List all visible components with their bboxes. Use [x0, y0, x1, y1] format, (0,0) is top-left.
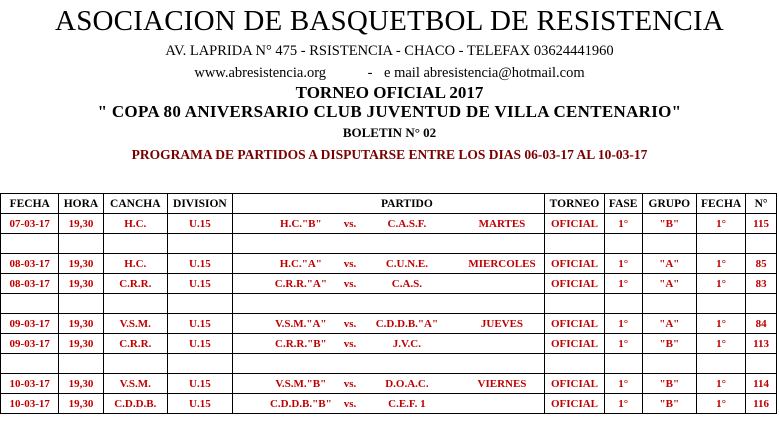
match-tournament: OFICIAL: [545, 314, 604, 334]
header-fecha: FECHA: [1, 194, 59, 214]
home-team: C.R.R."B": [263, 334, 339, 354]
match-venue: C.D.D.B.: [103, 394, 168, 414]
away-team: D.O.A.C.: [361, 374, 452, 394]
match-phase: 1°: [604, 274, 642, 294]
match-number: 116: [746, 394, 777, 414]
organization-title: ASOCIACION DE BASQUETBOL DE RESISTENCIA: [55, 5, 724, 37]
home-team: C.D.D.B."B": [263, 394, 339, 414]
match-weekday: [460, 274, 545, 294]
match-division: U.15: [168, 374, 233, 394]
match-date: 07-03-17: [1, 214, 59, 234]
website-text: www.abresistencia.org: [194, 65, 327, 81]
home-team: V.S.M."B": [263, 374, 339, 394]
match-date: 10-03-17: [1, 394, 59, 414]
match-venue: H.C.: [103, 254, 168, 274]
match-time: 19,30: [59, 314, 103, 334]
match-phase: 1°: [604, 374, 642, 394]
match-division: U.15: [168, 334, 233, 354]
table-row: [1, 274, 777, 294]
match-group: "B": [642, 374, 696, 394]
header-grupo: GRUPO: [642, 194, 696, 214]
match-time: 19,30: [59, 274, 103, 294]
away-team: J.V.C.: [361, 334, 452, 354]
match-venue: C.R.R.: [103, 274, 168, 294]
match-time: 19,30: [59, 374, 103, 394]
match-tournament: OFICIAL: [545, 254, 604, 274]
header-fecha-round: FECHA: [696, 194, 745, 214]
match-group: "A": [642, 274, 696, 294]
match-venue: V.S.M.: [103, 314, 168, 334]
home-team: H.C."A": [263, 254, 339, 274]
schedule-title: PROGRAMA DE PARTIDOS A DISPUTARSE ENTRE LOS DIAS 06-03-17 AL 10-03-17: [131, 147, 648, 162]
match-round: 1°: [696, 334, 745, 354]
match-date: 09-03-17: [1, 314, 59, 334]
match-division: U.15: [168, 274, 233, 294]
cup-title: " COPA 80 ANIVERSARIO CLUB JUVENTUD DE VILLA CENTENARIO": [97, 102, 682, 121]
match-weekday: [460, 334, 545, 354]
tournament-title: TORNEO OFICIAL 2017: [295, 83, 484, 102]
versus-label: vs.: [339, 274, 362, 294]
match-tournament: OFICIAL: [545, 394, 604, 414]
match-group: "A": [642, 314, 696, 334]
match-number: 85: [746, 254, 777, 274]
away-team: C.U.N.E.: [361, 254, 452, 274]
document-header: [0, 0, 779, 163]
match-time: 19,30: [59, 254, 103, 274]
match-group: "B": [642, 334, 696, 354]
header-torneo: TORNEO: [545, 194, 604, 214]
match-round: 1°: [696, 254, 745, 274]
header-division: DIVISION: [168, 194, 233, 214]
match-round: 1°: [696, 214, 745, 234]
match-phase: 1°: [604, 394, 642, 414]
match-weekday: VIERNES: [460, 374, 545, 394]
address-line: AV. LAPRIDA N° 475 - RSISTENCIA - CHACO - TELEFAX 03624441960: [165, 43, 614, 59]
match-phase: 1°: [604, 254, 642, 274]
match-weekday: MIERCOLES: [460, 254, 545, 274]
versus-label: vs.: [339, 394, 362, 414]
versus-label: vs.: [339, 254, 362, 274]
contact-line: [0, 64, 779, 82]
match-venue: H.C.: [103, 214, 168, 234]
match-date: 09-03-17: [1, 334, 59, 354]
versus-label: vs.: [339, 374, 362, 394]
match-division: U.15: [168, 394, 233, 414]
match-round: 1°: [696, 274, 745, 294]
away-team: C.D.D.B."A": [361, 314, 452, 334]
match-round: 1°: [696, 394, 745, 414]
table-row: [1, 374, 777, 394]
match-number: 113: [746, 334, 777, 354]
match-tournament: OFICIAL: [545, 334, 604, 354]
match-schedule-table: [0, 193, 777, 414]
match-time: 19,30: [59, 334, 103, 354]
header-cancha: CANCHA: [103, 194, 168, 214]
header-hora: HORA: [59, 194, 103, 214]
header-partido: PARTIDO: [361, 194, 452, 214]
bulletin-number: BOLETIN N° 02: [342, 125, 437, 140]
match-tournament: OFICIAL: [545, 274, 604, 294]
versus-label: vs.: [339, 334, 362, 354]
spacer-row: [1, 234, 777, 254]
match-venue: C.R.R.: [103, 334, 168, 354]
match-group: "A": [642, 254, 696, 274]
match-group: "B": [642, 214, 696, 234]
match-group: "B": [642, 394, 696, 414]
email-text: e mail abresistencia@hotmail.com: [384, 65, 585, 81]
match-tournament: OFICIAL: [545, 374, 604, 394]
match-number: 84: [746, 314, 777, 334]
match-phase: 1°: [604, 334, 642, 354]
match-time: 19,30: [59, 394, 103, 414]
header-fase: FASE: [604, 194, 642, 214]
match-number: 83: [746, 274, 777, 294]
home-team: C.R.R."A": [263, 274, 339, 294]
home-team: H.C."B": [263, 214, 339, 234]
match-tournament: OFICIAL: [545, 214, 604, 234]
match-weekday: [460, 394, 545, 414]
match-division: U.15: [168, 254, 233, 274]
away-team: C.E.F. 1: [361, 394, 452, 414]
versus-label: vs.: [339, 314, 362, 334]
match-weekday: MARTES: [460, 214, 545, 234]
contact-separator: -: [367, 65, 373, 81]
table-row: [1, 334, 777, 354]
match-weekday: JUEVES: [460, 314, 545, 334]
table-header-row: [1, 194, 777, 214]
match-phase: 1°: [604, 314, 642, 334]
match-division: U.15: [168, 214, 233, 234]
home-team: V.S.M."A": [263, 314, 339, 334]
match-time: 19,30: [59, 214, 103, 234]
match-date: 10-03-17: [1, 374, 59, 394]
match-division: U.15: [168, 314, 233, 334]
table-row: [1, 314, 777, 334]
table-row: [1, 214, 777, 234]
away-team: C.A.S.F.: [361, 214, 452, 234]
table-row: [1, 394, 777, 414]
spacer-row: [1, 294, 777, 314]
header-numero: N°: [746, 194, 777, 214]
match-number: 114: [746, 374, 777, 394]
table-row: [1, 254, 777, 274]
match-phase: 1°: [604, 214, 642, 234]
match-number: 115: [746, 214, 777, 234]
away-team: C.A.S.: [361, 274, 452, 294]
versus-label: vs.: [339, 214, 362, 234]
match-round: 1°: [696, 314, 745, 334]
spacer-row: [1, 354, 777, 374]
match-venue: V.S.M.: [103, 374, 168, 394]
match-round: 1°: [696, 374, 745, 394]
match-date: 08-03-17: [1, 254, 59, 274]
match-date: 08-03-17: [1, 274, 59, 294]
